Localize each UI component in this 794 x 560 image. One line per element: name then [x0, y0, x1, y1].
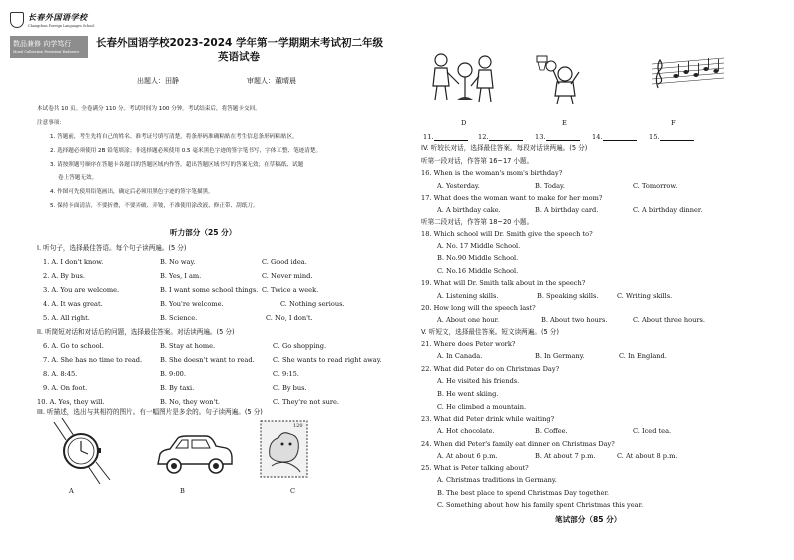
- notice-4: 4. 作图可先使用铅笔画出，确定后必须用黑色字迹的签字笔描黑。: [50, 189, 214, 195]
- q9-option-b: B. By taxi.: [160, 384, 195, 392]
- section1-heading: I. 听句子，选择最佳答语。每个句子读两遍。(5 分): [37, 244, 187, 252]
- blank-number-14: 14.: [592, 133, 603, 141]
- q7-option-b: B. She doesn't want to read.: [160, 356, 255, 364]
- q2-option-b: B. Yes, I am.: [160, 272, 202, 280]
- q4-option-b: B. You're welcome.: [160, 300, 224, 308]
- q23-option-b: B. Coffee.: [535, 427, 568, 435]
- q17-question: 17. What does the woman want to make for her mom?: [421, 194, 603, 202]
- blank-number-13: 13.: [535, 133, 546, 141]
- q21-option-b: B. In Germany.: [535, 352, 585, 360]
- q23-option-c: C. Iced tea.: [633, 427, 672, 435]
- picture-label-c: C: [290, 487, 296, 495]
- q25-option-c: C. Something about how his family spent Christmas this year.: [437, 501, 644, 509]
- notice-title: 注意事项：: [37, 120, 65, 126]
- q9-option-c: C. By bus.: [273, 384, 307, 392]
- watch-picture: [40, 418, 120, 484]
- answer-blank-11: [423, 134, 468, 141]
- q17-option-c: C. A birthday dinner.: [633, 206, 703, 214]
- notice-5: 5. 保持卡面清洁，不要折叠，不要弄破、弄皱，不准使用涂改液、修正带、刮纸刀。: [50, 203, 259, 209]
- basketball-picture: [533, 52, 589, 104]
- q4-option-a: 4. A. It was great.: [43, 300, 103, 308]
- answer-blank-15: [649, 134, 694, 141]
- q24-option-a: A. At about 6 p.m.: [437, 452, 498, 460]
- q3-option-c: C. Twice a week.: [262, 286, 319, 294]
- q1-option-a: 1. A. I don't know.: [43, 258, 104, 266]
- picture-label-a: A: [69, 487, 74, 495]
- listening-title: 听力部分（25 分）: [170, 228, 237, 237]
- q3-option-b: B. I want some school things.: [160, 286, 259, 294]
- music-notes-picture: [650, 56, 726, 92]
- answer-blank-12: [478, 134, 523, 141]
- q25-question: 25. What is Peter talking about?: [421, 464, 529, 472]
- q8-option-c: C. 9:15.: [273, 370, 299, 378]
- q24-option-b: B. At about 7 p.m.: [535, 452, 596, 460]
- q24-question: 24. When did Peter's family eat dinner on Christmas Day?: [421, 440, 615, 448]
- intro-text: 本试卷共 10 页。全卷满分 110 分。考试时间为 100 分钟。考试结束后，将答题卡交回。: [37, 106, 261, 112]
- q21-option-a: A. In Canada.: [437, 352, 483, 360]
- q18-question: 18. Which school will Dr. Smith give the speech to?: [421, 230, 593, 238]
- q6-option-c: C. Go shopping.: [273, 342, 327, 350]
- tree-planting-picture: [425, 50, 505, 106]
- q16-question: 16. When is the woman's mom's birthday?: [421, 169, 563, 177]
- q10-option-b: B. No, they won't.: [160, 398, 221, 406]
- blank-line-15: [660, 135, 694, 141]
- q16-option-a: A. Yesterday.: [437, 182, 480, 190]
- picture-label-b: B: [180, 487, 185, 495]
- blank-line-12: [489, 135, 523, 141]
- q6-option-a: 6. A. Go to school.: [43, 342, 104, 350]
- exam-title: 长春外国语学校2023-2024 学年第一学期期末考试初二年级: [96, 37, 383, 49]
- motto-bar: [10, 36, 88, 58]
- q22-option-b: B. He went skiing.: [437, 390, 499, 398]
- notice-3: 3. 请按照题号顺序在答题卡各题目的答题区域内作答，超出答题区域书写的答案无效；在草稿纸、试题: [50, 162, 304, 168]
- author: 出题人：田静: [137, 77, 179, 85]
- blank-number-12: 12.: [478, 133, 489, 141]
- q22-option-a: A. He visited his friends.: [437, 377, 520, 385]
- q16-option-c: C. Tomorrow.: [633, 182, 678, 190]
- q18-option-c: C. No.16 Middle School.: [437, 267, 519, 275]
- section2-heading: II. 听简短对话和对话后的问题，选择最佳答案。对话读两遍。(5 分): [37, 328, 235, 336]
- q19-option-c: C. Writing skills.: [617, 292, 673, 300]
- q19-option-a: A. Listening skills.: [437, 292, 499, 300]
- q5-option-b: B. Science.: [160, 314, 198, 322]
- q18-option-a: A. No. 17 Middle School.: [437, 242, 521, 250]
- exam-subtitle: 英语试卷: [218, 51, 260, 63]
- q8-option-a: 8. A. 8:45.: [43, 370, 78, 378]
- blank-line-13: [546, 135, 580, 141]
- q7-option-a: 7. A. She has no time to read.: [43, 356, 143, 364]
- q25-option-a: A. Christmas traditions in Germany.: [437, 476, 557, 484]
- q17-option-a: A. A birthday cake.: [437, 206, 501, 214]
- blank-line-14: [603, 135, 637, 141]
- answer-blank-14: [592, 134, 637, 141]
- q1-option-c: C. Good idea.: [262, 258, 307, 266]
- q5-option-a: 5. A. All right.: [43, 314, 90, 322]
- q24-option-c: C. At about 8 p.m.: [617, 452, 678, 460]
- section4-heading: IV. 听较长对话，选择最佳答案。每段对话读两遍。(5 分): [421, 144, 588, 152]
- q17-option-b: B. A birthday card.: [535, 206, 599, 214]
- stamp-value: 120: [293, 423, 303, 429]
- notice-2: 2. 选择题必须使用 2B 铅笔填涂；非选择题必须使用 0.5 毫米黑色字迹的签字笔书写，字体工整、笔迹清楚。: [50, 148, 322, 154]
- car-picture: [154, 434, 234, 476]
- q7-option-c: C. She wants to read right away.: [273, 356, 382, 364]
- motto-cn: 数品兼修 向学笃行: [13, 40, 72, 48]
- q18-option-b: B. No.90 Middle School.: [437, 254, 519, 262]
- school-seal-icon: [10, 12, 24, 28]
- q20-option-c: C. About three hours.: [633, 316, 705, 324]
- picture-label-f: F: [671, 119, 676, 127]
- q1-option-b: B. No way.: [160, 258, 196, 266]
- q2-option-a: 2. A. By bus.: [43, 272, 85, 280]
- q5-option-c: C. No, I don't.: [266, 314, 313, 322]
- picture-label-e: E: [562, 119, 567, 127]
- q22-option-c: C. He climbed a mountain.: [437, 403, 527, 411]
- q4-option-c: C. Nothing serious.: [280, 300, 345, 308]
- q19-option-b: B. Speaking skills.: [537, 292, 599, 300]
- q16-option-b: B. Today.: [535, 182, 565, 190]
- q10-option-a: 10. A. Yes, they will.: [37, 398, 105, 406]
- section4-part2: 听第二段对话，作答第 18~20 小题。: [421, 218, 534, 226]
- motto-en: Moral Cultivation Persistent Endeavor: [13, 50, 80, 54]
- notice-1: 1. 答题前，考生先将自己的姓名、准考证号填写清楚，将条形码准确粘贴在考生信息条形码粘贴区。: [50, 134, 298, 140]
- q20-question: 20. How long will the speech last?: [421, 304, 536, 312]
- q9-option-a: 9. A. On foot.: [43, 384, 88, 392]
- reviewer: 审题人：董晴晨: [247, 77, 296, 85]
- q20-option-a: A. About one hour.: [437, 316, 500, 324]
- q23-option-a: A. Hot chocolate.: [437, 427, 495, 435]
- logo-school-name-en: Changchun Foreign Languages School: [28, 24, 95, 28]
- q8-option-b: B. 9:00.: [160, 370, 186, 378]
- q2-option-c: C. Never mind.: [262, 272, 313, 280]
- notice-3-cont: 卷上答题无效。: [58, 175, 98, 181]
- q21-question: 21. Where does Peter work?: [421, 340, 516, 348]
- blank-number-15: 15.: [649, 133, 660, 141]
- q20-option-b: B. About two hours.: [541, 316, 608, 324]
- picture-label-d: D: [461, 119, 467, 127]
- q22-question: 22. What did Peter do on Christmas Day?: [421, 365, 560, 373]
- q10-option-c: C. They're not sure.: [273, 398, 339, 406]
- q6-option-b: B. Stay at home.: [160, 342, 216, 350]
- logo-school-name: 长春外国语学校: [28, 13, 88, 22]
- q25-option-b: B. The best place to spend Christmas Day together.: [437, 489, 610, 497]
- answer-blank-13: [535, 134, 580, 141]
- q19-question: 19. What will Dr. Smith talk about in the speech?: [421, 279, 586, 287]
- blank-line-11: [434, 135, 468, 141]
- q3-option-a: 3. A. You are welcome.: [43, 286, 120, 294]
- section5-heading: V. 听短文，选择最佳答案。短文读两遍。(5 分): [421, 328, 559, 336]
- section4-part1: 听第一段对话，作答第 16~17 小题。: [421, 157, 534, 165]
- q21-option-c: C. In England.: [619, 352, 667, 360]
- section3-heading: III. 听描述，选出与其相符的图片。有一幅图片是多余的。句子读两遍。(5 分): [37, 408, 263, 416]
- blank-number-11: 11.: [423, 133, 434, 141]
- writing-title: 笔试部分（85 分）: [555, 515, 622, 524]
- q23-question: 23. What did Peter drink while waiting?: [421, 415, 555, 423]
